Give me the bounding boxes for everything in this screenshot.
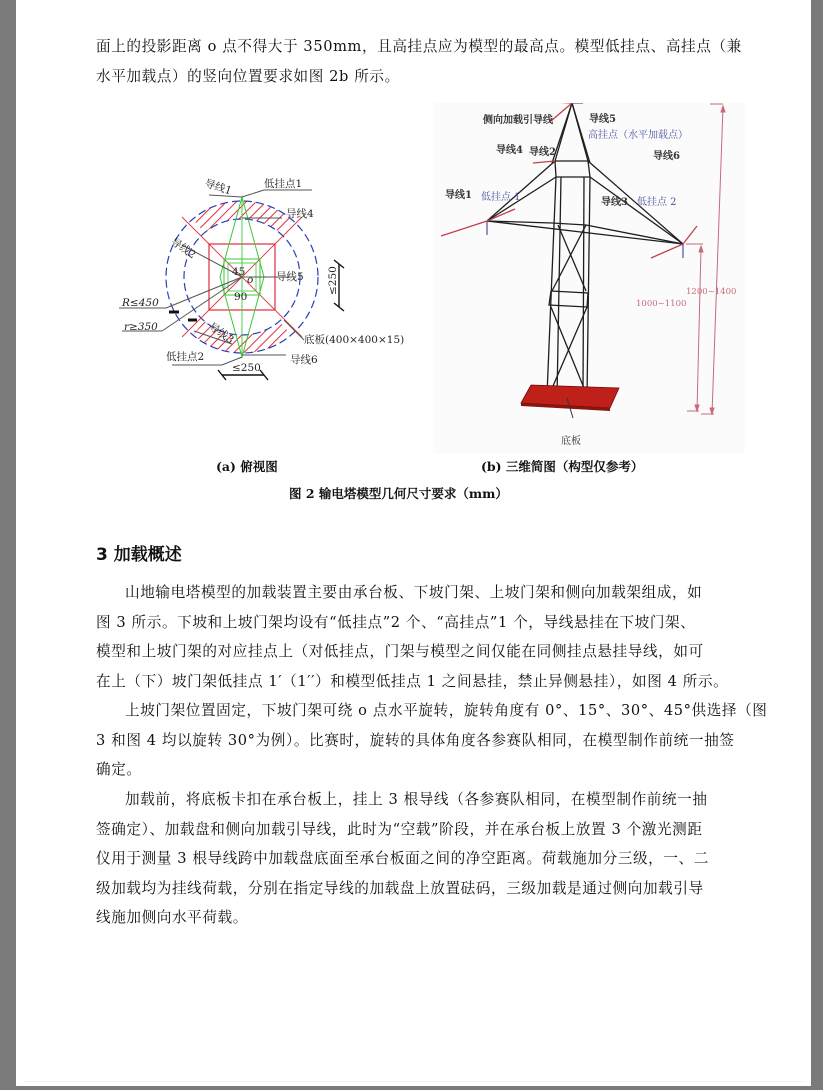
figure-b-3d xyxy=(433,103,745,453)
section-paragraph-1 xyxy=(96,578,760,696)
text-line: 签确定）、加载盘和侧向加载引导线，此时为“空载”阶段，并在承台板上放置 3 个激光测距 xyxy=(96,820,703,838)
label-lateral-lead: 侧向加载引导线 xyxy=(483,115,553,126)
text-line: 加载前，将底板卡扣在承台板上，挂上 3 根导线（各参赛队相同，在模型制作前统一抽 xyxy=(125,791,708,808)
page-bottom-rule xyxy=(24,1081,803,1082)
label-R: R≤450 xyxy=(122,297,159,309)
label-low-point2: 低挂点 2 xyxy=(637,197,677,208)
label-wire6: 导线6 xyxy=(653,151,680,162)
text-line: 仪用于测量 3 根导线跨中加载盘底面至承台板面之间的净空距离。荷载施加分三级，一、二 xyxy=(96,850,709,867)
text-line: 面上的投影距离 o 点不得大于 350mm，且高挂点应为模型的最高点。模型低挂点、高挂点（兼 xyxy=(96,38,742,55)
label-wire5: 导线5 xyxy=(276,271,304,283)
caption-a: (a) 俯视图 xyxy=(216,459,278,474)
text-line: 模型和上坡门架的对应挂点上（对低挂点，门架与模型之间仅能在同侧挂点悬挂导线，如可 xyxy=(96,643,704,660)
label-wire2: 导线2 xyxy=(529,147,556,158)
label-dim-vertical: ≤250 xyxy=(327,266,339,295)
label-wire3: 导线3 xyxy=(601,197,628,208)
text-line: 线施加侧向水平荷载。 xyxy=(96,909,248,926)
text-line: 图 3 所示。下坡和上坡门架均设有“低挂点”2 个、“高挂点”1 个，导线悬挂在下坡门架、 xyxy=(96,613,696,631)
figure-a-top-view xyxy=(114,165,414,390)
label-wire6: 导线6 xyxy=(290,354,318,366)
figure-caption: 图 2 输电塔模型几何尺寸要求（mm） xyxy=(289,486,508,501)
label-low-point2: 低挂点2 xyxy=(166,351,205,363)
label-o-point: o xyxy=(247,274,254,286)
label-r: r≥350 xyxy=(124,321,158,333)
label-wire2: 导线2 xyxy=(168,235,198,262)
text-line: 确定。 xyxy=(96,761,142,778)
label-wire1: 导线1 xyxy=(203,177,234,198)
document-page xyxy=(16,0,811,1086)
section-paragraph-2 xyxy=(96,696,768,785)
text-line: 上坡门架位置固定，下坡门架可绕 o 点水平旋转，旋转角度有 0°、15°、30°、45°供选择（图 xyxy=(125,702,768,719)
label-wire4: 导线4 xyxy=(286,208,314,220)
label-angle45: 45 xyxy=(232,266,246,278)
label-low-point1: 低挂点1 xyxy=(264,178,303,190)
label-wire1: 导线1 xyxy=(445,190,472,201)
label-dim-low: 1000~1100 xyxy=(636,299,687,309)
label-wire5: 导线5 xyxy=(589,114,616,125)
section-heading: 3 加载概述 xyxy=(96,545,182,565)
text-line: 级加载均为挂线荷载，分别在指定导线的加载盘上放置砝码，三级加载是通过侧向加载引导 xyxy=(96,879,704,897)
text-line: 3 和图 4 均以旋转 30°为例）。比赛时，旋转的具体角度各参赛队相同，在模型制作前统一抽签 xyxy=(96,731,735,749)
label-angle90: 90 xyxy=(234,291,248,303)
label-wire4: 导线4 xyxy=(496,145,523,156)
label-base-plate: 底板 xyxy=(561,436,581,447)
top-paragraph xyxy=(96,32,760,91)
label-dim-horizontal: ≤250 xyxy=(232,362,261,374)
text-line: 水平加载点）的竖向位置要求如图 2b 所示。 xyxy=(96,67,400,85)
label-base-plate: 底板(400×400×15) xyxy=(304,334,405,346)
text-line: 在上（下）坡门架低挂点 1′（1′′）和模型低挂点 1 之间悬挂，禁止异侧悬挂），如图 4 所示。 xyxy=(96,672,729,690)
caption-b: (b) 三维简图（构型仅参考） xyxy=(481,459,644,474)
label-high-point: 高挂点（水平加载点） xyxy=(588,130,688,141)
label-low-point1: 低挂点 1 xyxy=(481,192,521,203)
label-dim-high: 1200~1400 xyxy=(686,287,737,297)
text-line: 山地输电塔模型的加载装置主要由承台板、下坡门架、上坡门架和侧向加载架组成，如 xyxy=(125,584,703,601)
label-wire3: 导线3 xyxy=(206,320,236,347)
section-paragraph-3 xyxy=(96,785,760,933)
